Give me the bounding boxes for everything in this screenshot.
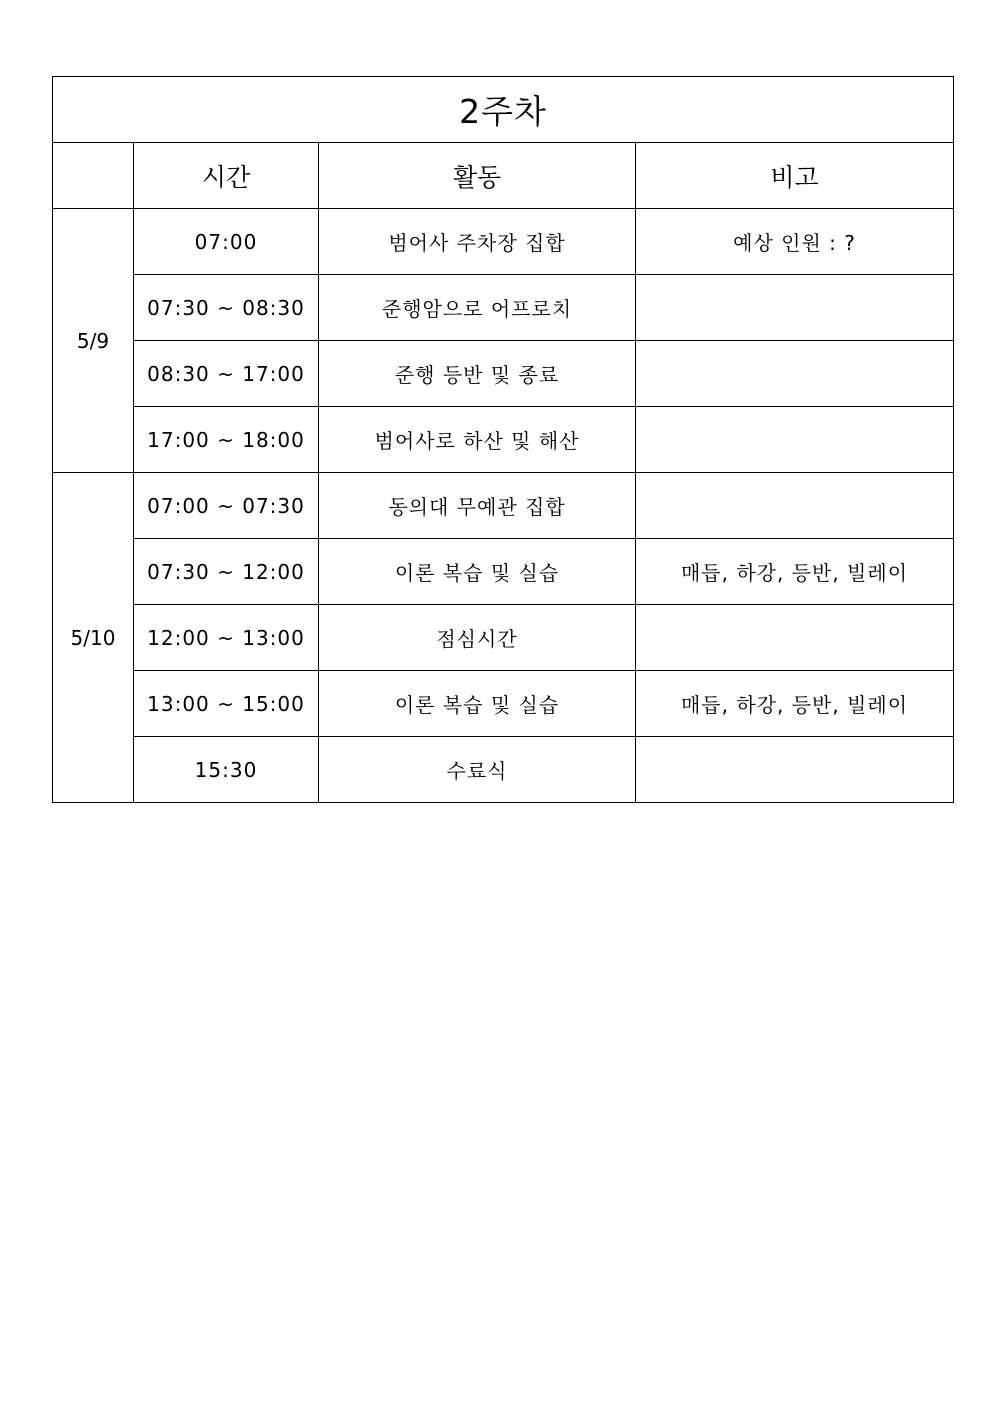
time-cell: 07:00 ~ 07:30 (134, 473, 319, 539)
activity-cell: 범어사로 하산 및 해산 (319, 407, 636, 473)
note-cell (636, 341, 954, 407)
table-row (53, 341, 954, 407)
header-date (53, 143, 134, 209)
note-cell (636, 473, 954, 539)
time-cell: 13:00 ~ 15:00 (134, 671, 319, 737)
activity-cell: 이론 복습 및 실습 (319, 671, 636, 737)
activity-cell: 이론 복습 및 실습 (319, 539, 636, 605)
header-time: 시간 (134, 143, 319, 209)
table-row (53, 671, 954, 737)
activity-cell: 수료식 (319, 737, 636, 803)
time-cell: 15:30 (134, 737, 319, 803)
date-cell: 5/10 (53, 473, 134, 803)
table-row (53, 737, 954, 803)
table-row (53, 539, 954, 605)
note-cell (636, 737, 954, 803)
time-cell: 12:00 ~ 13:00 (134, 605, 319, 671)
note-cell (636, 407, 954, 473)
date-cell: 5/9 (53, 209, 134, 473)
table-row (53, 605, 954, 671)
table-row (53, 407, 954, 473)
time-cell: 07:30 ~ 08:30 (134, 275, 319, 341)
time-cell: 07:00 (134, 209, 319, 275)
activity-cell: 범어사 주차장 집합 (319, 209, 636, 275)
note-cell: 매듭, 하강, 등반, 빌레이 (636, 671, 954, 737)
time-cell: 17:00 ~ 18:00 (134, 407, 319, 473)
note-cell (636, 275, 954, 341)
table-row (53, 473, 954, 539)
activity-cell: 동의대 무예관 집합 (319, 473, 636, 539)
time-cell: 08:30 ~ 17:00 (134, 341, 319, 407)
note-cell: 매듭, 하강, 등반, 빌레이 (636, 539, 954, 605)
table-row (53, 209, 954, 275)
table-row (53, 275, 954, 341)
activity-cell: 준행 등반 및 종료 (319, 341, 636, 407)
header-activity: 활동 (319, 143, 636, 209)
table-title: 2주차 (53, 77, 954, 143)
activity-cell: 점심시간 (319, 605, 636, 671)
schedule-table (52, 76, 954, 803)
activity-cell: 준행암으로 어프로치 (319, 275, 636, 341)
note-cell (636, 605, 954, 671)
header-row (53, 143, 954, 209)
time-cell: 07:30 ~ 12:00 (134, 539, 319, 605)
header-note: 비고 (636, 143, 954, 209)
title-row (53, 77, 954, 143)
note-cell: 예상 인원 : ? (636, 209, 954, 275)
